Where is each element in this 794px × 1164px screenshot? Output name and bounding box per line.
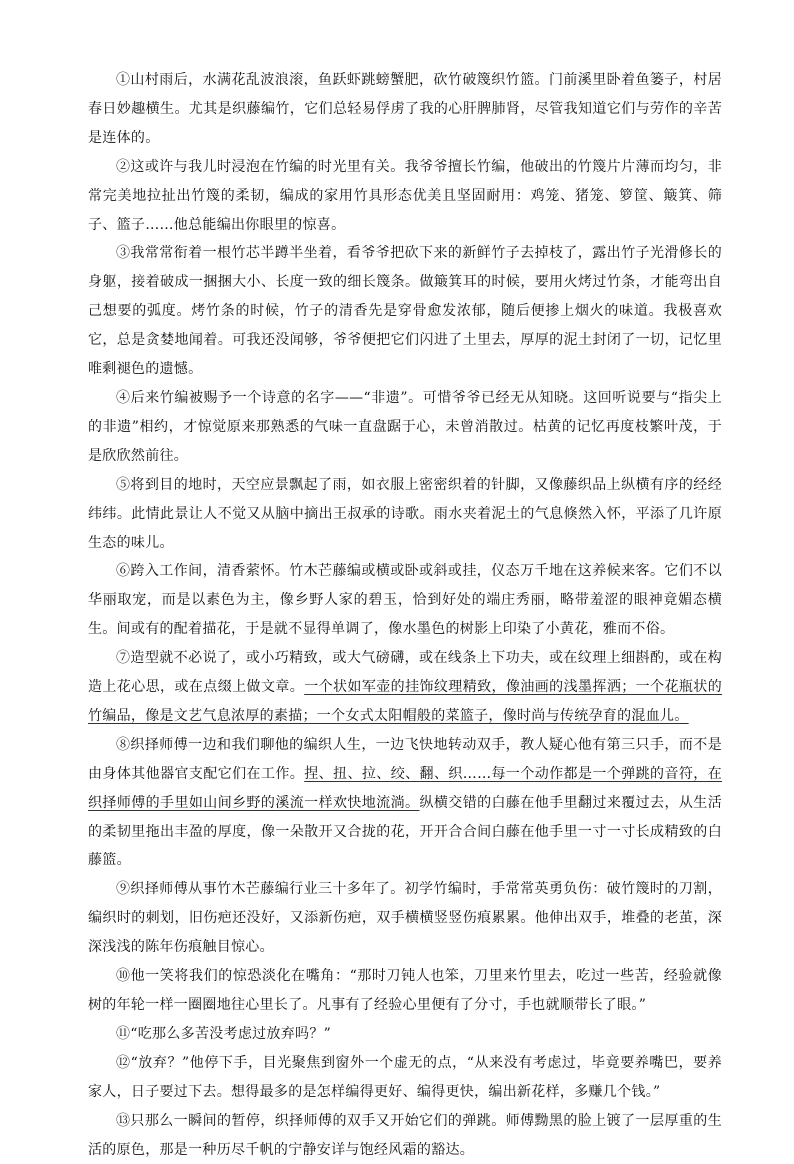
paragraph-text: ④后来竹编被赐予一个诗意的名字——“非遗”。可惜爷爷已经无从知晓。这回听说要与“指尖上的非遗”相约，才惊觉原来那熟悉的气味一直盘踞于心，未曾消散过。枯黄的记忆再度枝繁叶茂，于是欣欣然前往。 [88,389,722,464]
paragraph-9 [88,875,722,962]
paragraph-8 [88,731,722,876]
paragraph-3 [88,239,722,384]
paragraph-11 [88,1020,722,1049]
paragraph-text: ⑫“放弃？”他停下手，目光聚焦到窗外一个虚无的点，“从来没有考虑过，毕竟要养嘴巴，要养家人，日子要过下去。想得最多的是怎样编得更好、编得更快，编出新花样，多赚几个钱。” [88,1054,722,1100]
paragraph-6 [88,557,722,644]
paragraph-text: ⑩他一笑将我们的惊恐淡化在嘴角：“那时刀钝人也笨，刀里来竹里去，吃过一些苦，经验就像树的年轮一样一圈圈地往心里长了。凡事有了经验心里便有了分寸，手也就顺带长了眼。” [88,968,722,1013]
paragraph-5 [88,471,722,558]
paragraph-text: ⑦造型就不必说了，或小巧精致，或大气磅礴，或在线条上下功夫，或在纹理上细斟酌，或在构造上花心思，或在点缀上做文章。 [88,650,722,696]
paragraph-text: ③我常常衔着一根竹芯半蹲半坐着，看爷爷把砍下来的新鲜竹子去掉枝了，露出竹子光滑修长的身躯，接着破成一捆捆大小、长度一致的细长篾条。做簸箕耳的时候，要用火烤过竹条，才能弯出自己想要的弧度。烤竹条的时候，竹子的清香先是穿骨愈发浓郁，随后便掺上烟火的味道。我极喜欢它，总是贪婪地闻着。可我还没闻够，爷爷便把它们闪进了土里去，厚厚的泥土封闭了一切，记忆里唯剩褪色的遗憾。 [88,245,722,378]
paragraph-10 [88,962,722,1020]
paragraph-text: ⑬只那么一瞬间的暂停，织择师傅的双手又开始它们的弹跳。师傅黝黑的脸上镀了一层厚重的生活的原色，那是一种历尽千帆的宁静安详与饱经风霜的豁达。 [88,1112,722,1158]
paragraph-7 [88,644,722,731]
paragraph-text: ⑨织择师傅从事竹木芒藤编行业三十多年了。初学竹编时，手常常英勇负伤：破竹篾时的刀割，编织时的刺划，旧伤疤还没好，又添新伤疤，双手横横竖竖伤痕累累。他伸出双手，堆叠的老茧，深深浅浅的陈年伤痕触目惊心。 [88,881,722,956]
paragraph-1 [88,66,722,153]
paragraph-text: ⑥跨入工作间，清香萦怀。竹木芒藤编或横或卧或斜或挂，仪态万千地在这养候来客。它们不以华丽取宠，而是以素色为主，像乡野人家的碧玉，恰到好处的端庄秀丽，略带羞涩的眼神竟媚态横生。间或有的配着描花，于是就不显得单调了，像水墨色的树影上印染了小黄花，雅而不俗。 [88,563,722,638]
paragraph-4 [88,384,722,471]
paragraph-text: ⑧织择师傅一边和我们聊他的编织人生，一边飞快地转动双手，教人疑心他有第三只手，而不是由身体其他器官支配它们在工作。 [88,736,722,782]
paragraph-13 [88,1107,722,1164]
underlined-sentence: 捏、扭、拉、绞、翻、织……每一个动作都是一个弹跳的音符，在织择师傅的手里如山间乡野的溪流一样欢快地流淌。 [88,765,723,811]
paragraph-text: ①山村雨后，水满花乱波浪滚，鱼跃虾跳螃蟹肥，砍竹破篾织竹篮。门前溪里卧着鱼篓子，村居春日妙趣横生。尤其是织藤编竹，它们总轻易俘虏了我的心肝脾肺肾，尽管我知道它们与劳作的辛苦是连体的。 [88,72,722,146]
paragraph-text: ②这或许与我儿时浸泡在竹编的时光里有关。我爷爷擅长竹编，他破出的竹篾片片薄而均匀，非常完美地拉扯出竹篾的柔韧，编成的家用竹具形态优美且坚固耐用：鸡笼、猪笼、箩筐、簸箕、筛子、篮子……他总能编出你眼里的惊喜。 [88,158,722,233]
article-body [88,66,722,1164]
paragraph-text: ⑤将到目的地时，天空应景飘起了雨，如衣服上密密织着的针脚，又像藤织品上纵横有序的经经纬纬。此情此景让人不觉又从脑中摘出王叔承的诗歌。雨水夹着泥土的气息倏然入怀，平添了几许原生态的味儿。 [88,476,722,551]
paragraph-text: 纵横交错的白藤在他手里翻过来覆过去，从生活的柔韧里拖出丰盈的厚度，像一朵散开又合拢的花，开开合合间白藤在他手里一寸一寸长成精致的白藤篮。 [88,794,722,869]
paragraph-text: ⑪“吃那么多苦没考虑过放弃吗？” [116,1025,332,1042]
paragraph-2 [88,153,722,240]
underlined-sentence: 一个状如军壶的挂饰纹理精致，像油画的浅墨挥洒；一个花瓶状的竹编品，像是文艺气息浓厚的素描；一个女式太阳帽般的菜篮子，像时尚与传统孕育的混血儿。 [88,679,723,724]
paragraph-12 [88,1049,722,1107]
